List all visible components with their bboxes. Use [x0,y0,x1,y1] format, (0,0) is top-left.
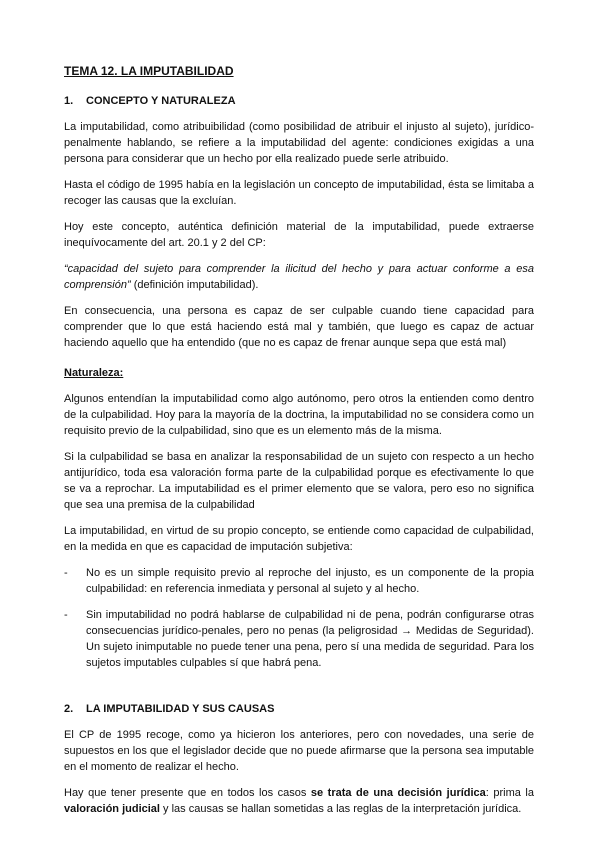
paragraph: El CP de 1995 recoge, como ya hicieron los anteriores, pero con novedades, una serie de supuestos en los que el legislador decide que no puede afirmarse que la persona sea imputable en el momento de realizar el hecho. [64,729,534,773]
paragraph: Si la culpabilidad se basa en analizar la responsabilidad de un sujeto con respecto a un hecho antijurídico, toda esa valoración forma parte de la culpabilidad porque es efectivamente lo que se va a reprochar. La imputabilidad es el primer elemento que se valora, pero eso no significa que sea una premisa de la culpabilidad [64,451,534,511]
emphasis: se trata de una decisión jurídica [310,787,486,799]
paragraph: En consecuencia, una persona es capaz de ser culpable cuando tiene capacidad para comprender que lo que está haciendo está mal y también, que luego es capaz de actuar haciendo aquello que ha entendido (que no es capaz de frenar aunque sepa que está mal) [64,305,534,349]
paragraph: Hasta el código de 1995 había en la legislación un concepto de imputabilidad, ésta se limitaba a recoger las causas que la excluían. [64,179,534,207]
section-1-heading [64,95,534,107]
section-1-title: CONCEPTO Y NATURALEZA [86,95,236,107]
list-item-text: No es un simple requisito previo al reproche del injusto, es un componente de la propia culpabilidad: en referencia inmediata y personal al sujeto y al hecho. [86,567,534,595]
paragraph: La imputabilidad, como atribuibilidad (como posibilidad de atribuir el injusto al sujeto), jurídico-penalmente hablando, se refiere a la imputabilidad del agente: condiciones exigidas a una persona para considerar que un hecho por ella realizado puede serle atribuido. [64,121,534,165]
definition-quote [64,261,534,293]
section-2-number: 2. [64,703,74,715]
list-item [64,565,534,597]
bullet-list [64,565,534,671]
emphasis: valoración judicial [64,803,160,815]
paragraph: Hoy este concepto, auténtica definición material de la imputabilidad, puede extraerse inequívocamente del art. 20.1 y 2 del CP: [64,221,534,249]
paragraph: Algunos entendían la imputabilidad como algo autónomo, pero otros la entienden como dentro de la culpabilidad. Hoy para la mayoría de la doctrina, la imputabilidad no se considera como un requisito previo de la culpabilidad, sino que es un elemento más de la misma. [64,393,534,437]
section-2-title: LA IMPUTABILIDAD Y SUS CAUSAS [86,703,275,715]
list-item-text: Sin imputabilidad no podrá hablarse de culpabilidad ni de pena, podrán configurarse otras consecuencias jurídico-penales, pero no penas (la peligrosidad → Medidas de Seguridad). Un sujeto inimputable no puede tener una pena, pero sí una medida de seguridad. Para los sujetos imputables culpables sí que habrá pena. [86,609,534,669]
section-2-heading [64,703,534,715]
bullet-marker: - [64,567,68,579]
quote-text: “capacidad del sujeto para comprender la ilicitud del hecho y para actuar conforme a esa comprensión” [64,263,534,291]
document-title: TEMA 12. LA IMPUTABILIDAD [64,64,234,78]
bullet-marker: - [64,609,68,621]
paragraph: La imputabilidad, en virtud de su propio concepto, se entiende como capacidad de culpabilidad, en la medida en que es capacidad de imputación subjetiva: [64,525,534,553]
naturaleza-heading: Naturaleza: [64,367,124,379]
document-page [64,64,534,827]
section-1-number: 1. [64,95,74,107]
quote-note: (definición imputabilidad). [130,279,259,291]
paragraph-with-emphasis: Hay que tener presente que en todos los casos se trata de una decisión jurídica: prima la valoración judicial y las causas se hallan sometidas a las reglas de la interpretación jurídica. [64,787,534,815]
list-item [64,607,534,671]
